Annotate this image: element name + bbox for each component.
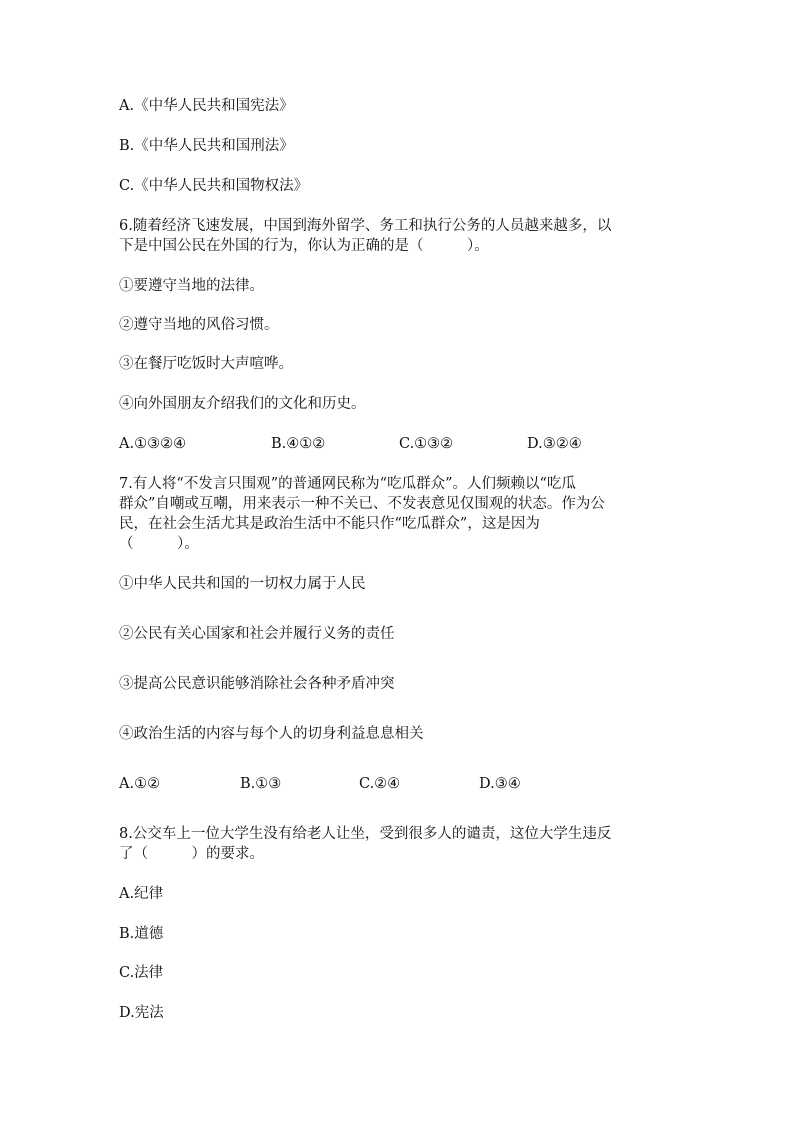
q8-option-a: A.纪律 <box>119 886 164 902</box>
q8-stem-line-2: 了（ ）的要求。 <box>119 846 264 862</box>
q7-statement-4: ④政治生活的内容与每个人的切身利益息息相关 <box>119 726 424 742</box>
q6-option-a: A.①③②④ <box>119 436 187 452</box>
q5-option-c: C.《中华人民共和国物权法》 <box>119 178 309 194</box>
q8-option-b: B.道德 <box>119 926 164 942</box>
q6-option-c: C.①③② <box>399 436 454 452</box>
q7-option-c: C.②④ <box>359 776 401 792</box>
q6-statement-2: ②遵守当地的风俗习惯。 <box>119 317 279 333</box>
q7-stem-line-4: （ ）。 <box>119 536 199 552</box>
q5-option-b: B.《中华人民共和国刑法》 <box>119 138 294 154</box>
q8-stem-line-1: 8.公交车上一位大学生没有给老人让坐，受到很多人的谴责，这位大学生违反 <box>119 826 612 842</box>
q6-statement-4: ④向外国朋友介绍我们的文化和历史。 <box>119 396 366 412</box>
q7-option-b: B.①③ <box>240 776 282 792</box>
q6-option-b: B.④①② <box>271 436 326 452</box>
q7-statement-1: ①中华人民共和国的一切权力属于人民 <box>119 576 366 592</box>
q7-statement-2: ②公民有关心国家和社会并履行义务的责任 <box>119 626 395 642</box>
q7-option-a: A.①② <box>119 776 161 792</box>
q6-option-d: D.③②④ <box>527 436 582 452</box>
q6-stem-line-2: 下是中国公民在外国的行为，你认为正确的是（ ）。 <box>119 238 489 254</box>
q7-stem-line-2: 群众”自嘲或互嘲，用来表示一种不关已、不发表意见仅围观的状态。作为公 <box>119 496 605 512</box>
q6-stem-line-1: 6.随着经济飞速发展，中国到海外留学、务工和执行公务的人员越来越多，以 <box>119 218 612 234</box>
q6-statement-1: ①要遵守当地的法律。 <box>119 278 264 294</box>
q8-option-d: D.宪法 <box>119 1005 164 1021</box>
q5-option-a: A.《中华人民共和国宪法》 <box>119 98 294 114</box>
q8-option-c: C.法律 <box>119 965 164 981</box>
q7-option-d: D.③④ <box>479 776 521 792</box>
q7-stem-line-3: 民，在社会生活尤其是政治生活中不能只作“吃瓜群众”，这是因为 <box>119 516 540 532</box>
q7-stem-line-1: 7.有人将“不发言只围观”的普通网民称为“吃瓜群众”。人们频赖以“吃瓜 <box>119 476 576 492</box>
q6-statement-3: ③在餐厅吃饭时大声喧哗。 <box>119 356 293 372</box>
q7-statement-3: ③提高公民意识能够消除社会各种矛盾冲突 <box>119 676 395 692</box>
